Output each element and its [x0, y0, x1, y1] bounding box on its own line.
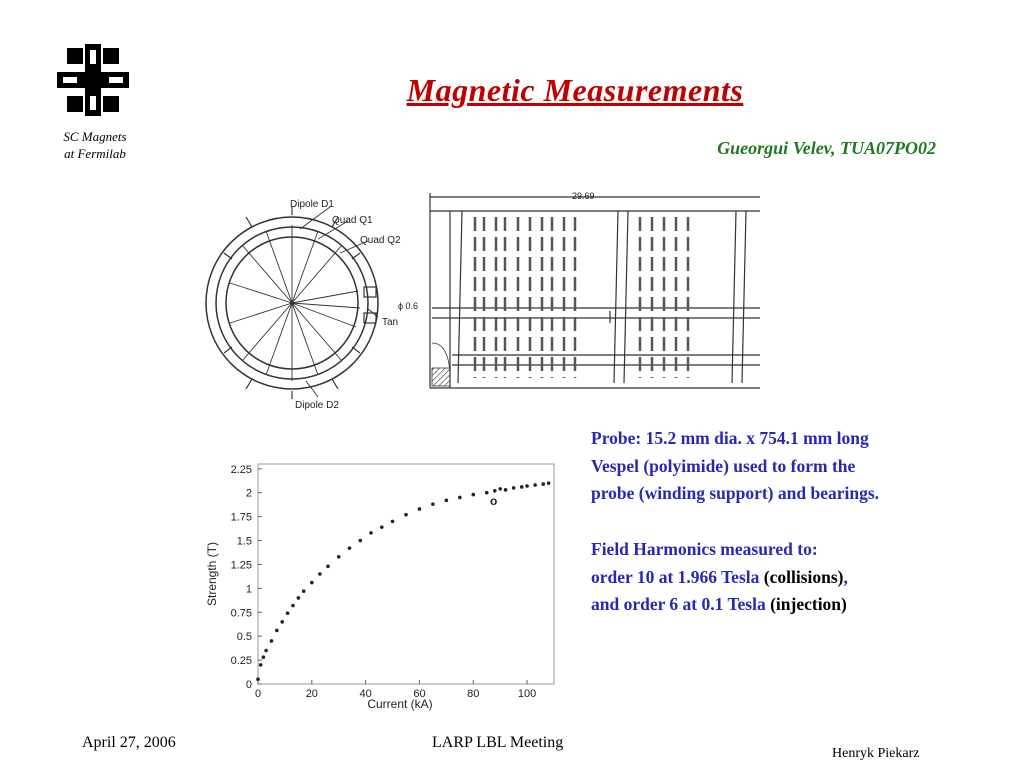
- data-point: [264, 649, 268, 653]
- data-point: [326, 565, 330, 569]
- y-tick-label: 0.5: [236, 631, 252, 644]
- data-point: [318, 572, 322, 576]
- probe-line-2: Vespel (polyimide) used to form the: [591, 455, 856, 476]
- data-point: [337, 555, 341, 559]
- data-point: [512, 486, 516, 490]
- data-point: [471, 493, 475, 497]
- x-axis-label: Current (kA): [367, 697, 433, 711]
- data-point: [280, 620, 284, 624]
- harmonics-description: [591, 536, 1011, 619]
- probe-side-view: [430, 193, 760, 388]
- data-point: [286, 611, 290, 615]
- data-point: [391, 520, 395, 524]
- y-tick-label: 2.25: [230, 463, 252, 476]
- y-tick-label: 1.5: [236, 535, 252, 548]
- data-point: [445, 499, 449, 503]
- probe-line-1: Probe: 15.2 mm dia. x 754.1 mm long: [591, 428, 869, 448]
- label-quad-q2: Quad Q2: [360, 235, 401, 246]
- harmonics-injection: (injection): [770, 594, 847, 614]
- data-point: [418, 507, 422, 511]
- harmonics-line-3: [591, 591, 1011, 619]
- data-point: [533, 483, 537, 487]
- x-tick-label: 0: [254, 688, 262, 700]
- harmonics-line-3-a: and order 6 at 0.1 Tesla: [591, 594, 771, 614]
- x-tick-label: 100: [517, 688, 537, 700]
- harmonics-line-2-a: order 10 at 1.966 Tesla: [591, 566, 764, 587]
- data-point: [291, 604, 295, 608]
- y-tick-label: 0: [245, 679, 252, 691]
- data-point: [270, 639, 274, 643]
- data-point: [256, 677, 260, 681]
- page-title: Magnetic Measurements: [406, 72, 744, 108]
- organization-line2: at Fermilab: [64, 146, 126, 161]
- label-tan: Tan: [382, 317, 399, 328]
- organization-line1: SC Magnets: [63, 129, 127, 144]
- y-tick-label: 1.75: [230, 511, 252, 524]
- chart-annotation: o: [490, 494, 498, 508]
- fermilab-logo-icon: [57, 44, 129, 116]
- data-point: [348, 546, 352, 550]
- probe-description: [591, 425, 1011, 508]
- y-axis-label: Strength (T): [205, 541, 219, 607]
- data-point: [369, 531, 373, 535]
- organization-label: [40, 128, 150, 162]
- y-tick-label: 0.75: [230, 607, 252, 620]
- plot-area: [258, 464, 554, 684]
- label-diameter: ϕ 0.6: [398, 301, 419, 311]
- probe-diagram: [200, 183, 760, 415]
- author-reference: Gueorgui Velev, TUA07PO02: [717, 138, 936, 158]
- data-point: [520, 485, 524, 489]
- data-point: [541, 482, 545, 486]
- harmonics-collisions: (collisions): [763, 566, 844, 587]
- y-tick-label: 1.25: [230, 559, 252, 572]
- data-point: [275, 629, 279, 633]
- footer-meeting: LARP LBL Meeting: [432, 734, 564, 751]
- data-point: [498, 487, 502, 491]
- label-quad-q1: Quad Q1: [332, 215, 373, 226]
- y-tick-label: 2: [245, 487, 252, 500]
- data-point: [404, 513, 408, 517]
- data-point: [262, 655, 266, 659]
- probe-line-3: probe (winding support) and bearings.: [591, 483, 880, 503]
- label-length: 29.69: [572, 191, 595, 201]
- data-point: [358, 539, 362, 543]
- label-dipole-d2: Dipole D2: [295, 400, 339, 411]
- x-tick-label: 60: [413, 688, 426, 700]
- data-point: [458, 496, 462, 500]
- y-tick-label: 1: [245, 583, 252, 596]
- harmonics-line-1: Field Harmonics measured to:: [591, 539, 818, 559]
- data-point: [310, 581, 314, 585]
- data-point: [431, 502, 435, 506]
- footer-presenter: Henryk Piekarz: [832, 746, 920, 761]
- x-tick-label: 80: [467, 688, 480, 700]
- data-point: [525, 484, 529, 488]
- y-tick-label: 0.25: [230, 655, 252, 668]
- data-point: [493, 489, 497, 493]
- strength-current-chart: [200, 458, 560, 713]
- footer-date: April 27, 2006: [82, 734, 176, 751]
- data-point: [485, 491, 489, 495]
- harmonics-line-2: [591, 564, 1011, 592]
- data-point: [297, 596, 301, 600]
- data-point: [504, 488, 508, 492]
- label-dipole-d1: Dipole D1: [290, 199, 334, 210]
- data-point: [547, 481, 551, 485]
- x-tick-label: 40: [359, 688, 372, 700]
- data-point: [302, 589, 306, 593]
- x-tick-label: 20: [305, 688, 318, 700]
- data-point: [380, 525, 384, 529]
- data-point: [259, 663, 263, 667]
- harmonics-line-2-c: ,: [843, 566, 848, 587]
